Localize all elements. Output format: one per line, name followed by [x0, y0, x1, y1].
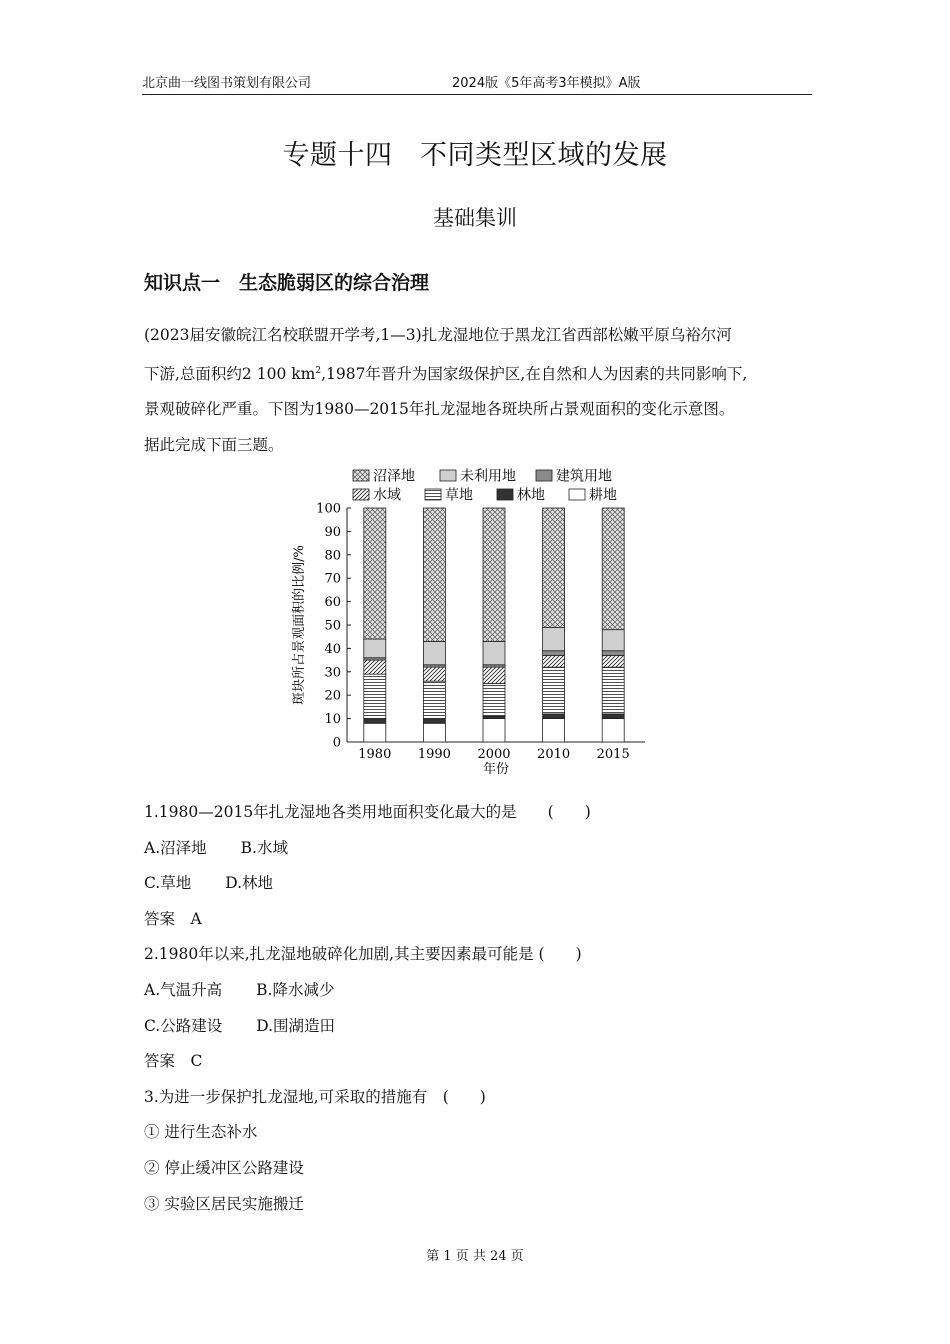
answer: 答案 A [144, 909, 202, 928]
x-tick-label: 1980 [358, 747, 392, 762]
y-tick-label: 100 [316, 501, 341, 517]
legend-swatch [536, 470, 552, 481]
legend-label: 草地 [445, 487, 473, 504]
bar-segment [483, 719, 505, 742]
intro-line [144, 354, 812, 393]
legend-label: 水域 [373, 487, 401, 504]
header-edition: 2024版《5年高考3年模拟》A版 [452, 76, 641, 91]
legend-swatch [353, 489, 369, 500]
bar-segment [543, 667, 565, 714]
list-item: ① 进行生态补水 [144, 1123, 258, 1142]
page-subtitle: 基础集训 [433, 206, 517, 230]
bar-segment [364, 508, 386, 639]
y-axis-label: 斑块所占景观面积的比例/% [292, 545, 307, 705]
list-item: ② 停止缓冲区公路建设 [144, 1158, 304, 1177]
bar-segment [602, 667, 624, 714]
bar-segment [602, 630, 624, 651]
bar-segment [483, 641, 505, 664]
legend-label: 建筑用地 [556, 468, 612, 485]
bar-segment [543, 627, 565, 650]
bar-segment [602, 655, 624, 667]
option: D.围湖造田 [256, 1016, 336, 1035]
question-stem: 1.1980—2015年扎龙湿地各类用地面积变化最大的是 ( ) [144, 803, 591, 821]
bar-segment [602, 508, 624, 630]
options-row [144, 1012, 812, 1048]
y-tick-label: 60 [324, 595, 341, 611]
stacked-bar-chart [285, 462, 665, 782]
intro-line: 景观破碎化严重。下图为1980—2015年扎龙湿地各斑块所占景观面积的变化示意图。 [144, 400, 735, 419]
x-tick-label: 2015 [596, 747, 630, 762]
options-row [144, 976, 812, 1012]
page-header [142, 72, 812, 95]
options-row [144, 869, 812, 905]
header-publisher: 北京曲一线图书策划有限公司 [142, 76, 312, 91]
x-tick-label: 1990 [417, 747, 451, 762]
option: B.水域 [240, 838, 288, 857]
intro-line: 据此完成下面三题。 [144, 435, 284, 454]
option: C.公路建设 [144, 1016, 223, 1035]
bar-segment [543, 651, 565, 656]
option: A.沼泽地 [144, 838, 207, 857]
y-tick-label: 80 [324, 548, 341, 564]
bar-segment [364, 719, 386, 724]
y-tick-label: 70 [324, 571, 341, 587]
intro-line: (2023届安徽皖江名校联盟开学考,1—3)扎龙湿地位于黑龙江省西部松嫩平原乌裕尔河 [144, 326, 732, 344]
bar-segment [543, 719, 565, 742]
y-tick-label: 0 [332, 735, 341, 751]
y-tick-label: 20 [324, 688, 341, 704]
intro-text: ,1987年晋升为国家级保护区,在自然和人为因素的共同影响下, [321, 364, 748, 383]
question-stem: 2.1980年以来,扎龙湿地破碎化加剧,其主要因素最可能是 ( ) [144, 945, 582, 964]
superscript: 2 [315, 365, 322, 376]
y-tick-label: 90 [324, 524, 341, 540]
bar-segment [602, 651, 624, 656]
legend-swatch [353, 470, 369, 481]
bar-segment [543, 655, 565, 667]
bar-segment [483, 667, 505, 683]
y-tick-label: 40 [324, 641, 341, 657]
y-tick-label: 10 [324, 712, 341, 728]
options-row [144, 834, 812, 870]
bar-segment [483, 508, 505, 641]
bar-segment [423, 681, 445, 718]
section-heading: 知识点一 生态脆弱区的综合治理 [144, 272, 430, 294]
bar-segment [602, 719, 624, 742]
legend-label: 沼泽地 [373, 468, 415, 485]
legend-label: 耕地 [589, 487, 617, 504]
answer: 答案 C [144, 1052, 203, 1071]
y-tick-label: 30 [324, 665, 341, 681]
list-item: ③ 实验区居民实施搬迁 [144, 1194, 304, 1213]
x-tick-label: 2000 [477, 747, 511, 762]
x-axis-label: 年份 [482, 762, 510, 777]
bar-segment [423, 508, 445, 641]
bar-segment [423, 723, 445, 742]
question-stem: 3.为进一步保护扎龙湿地,可采取的措施有 ( ) [144, 1087, 486, 1106]
bar-segment [423, 719, 445, 724]
bar-segment [364, 674, 386, 718]
option: C.草地 [144, 874, 192, 893]
intro-paragraph [144, 318, 812, 463]
page-title: 专题十四 不同类型区域的发展 [282, 140, 668, 171]
legend-swatch [440, 470, 456, 481]
bar-segment [543, 714, 565, 719]
legend-swatch [569, 489, 585, 500]
legend-label: 未利用地 [460, 468, 516, 485]
bar-segment [543, 508, 565, 627]
legend-swatch [425, 489, 441, 500]
bar-segment [483, 684, 505, 717]
y-tick-label: 50 [324, 618, 341, 634]
questions [144, 798, 812, 1225]
bar-segment [423, 667, 445, 681]
bar-segment [423, 641, 445, 664]
bar-segment [364, 723, 386, 742]
option: A.气温升高 [144, 980, 223, 999]
bar-segment [602, 714, 624, 719]
intro-text: 下游,总面积约2 100 km [144, 364, 316, 383]
page-footer: 第 1 页 共 24 页 [426, 1249, 524, 1264]
legend-label: 林地 [517, 487, 545, 504]
option: B.降水减少 [256, 980, 335, 999]
x-tick-label: 2010 [537, 747, 571, 762]
legend-swatch [497, 489, 513, 500]
bar-segment [364, 660, 386, 674]
option: D.林地 [225, 874, 274, 893]
bar-segment [364, 639, 386, 658]
